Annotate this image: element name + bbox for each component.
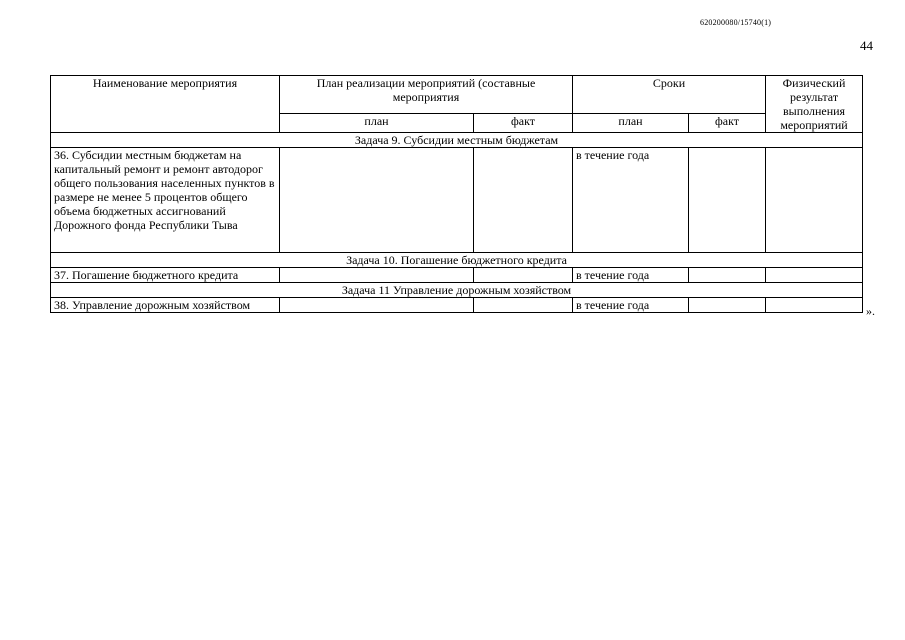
table-row (51, 298, 863, 313)
cell-plan-plan (280, 298, 474, 313)
document-code: 620200080/15740(1) (700, 18, 772, 27)
section-title: Задача 10. Погашение бюджетного кредита (51, 253, 863, 268)
section-title: Задача 9. Субсидии местным бюджетам (51, 133, 863, 148)
section-row (51, 283, 863, 298)
cell-terms-plan: в течение года (573, 268, 689, 283)
header-terms-plan: план (573, 113, 689, 132)
cell-plan-fact (474, 268, 573, 283)
cell-result (766, 298, 863, 313)
cell-plan-fact (474, 148, 573, 253)
cell-terms-fact (689, 298, 766, 313)
header-terms-group: Сроки (573, 76, 766, 114)
section-row (51, 253, 863, 268)
cell-terms-plan: в течение года (573, 298, 689, 313)
cell-plan-fact (474, 298, 573, 313)
table-row (51, 268, 863, 283)
header-plan-plan: план (280, 113, 474, 132)
header-result: Физический результат выполнения мероприятий (766, 76, 863, 133)
header-plan-fact: факт (474, 113, 573, 132)
cell-terms-fact (689, 268, 766, 283)
cell-terms-plan: в течение года (573, 148, 689, 253)
section-title: Задача 11 Управление дорожным хозяйством (51, 283, 863, 298)
cell-terms-fact (689, 148, 766, 253)
header-terms-fact: факт (689, 113, 766, 132)
cell-plan-plan (280, 148, 474, 253)
closing-quote-mark: ». (866, 304, 875, 318)
cell-name: 36. Субсидии местным бюджетам на капитальный ремонт и ремонт автодорог общего пользования населенных пунктов в размере не менее 5 процентов общего объема бюджетных ассигнований Дорожного фонда Республики Тыва (51, 148, 280, 253)
header-name: Наименование мероприятия (51, 76, 280, 133)
table-row (51, 148, 863, 253)
header-row-1 (51, 76, 863, 114)
page-number: 44 (860, 38, 873, 53)
action-plan-table (50, 75, 863, 313)
cell-name: 38. Управление дорожным хозяйством (51, 298, 280, 313)
header-plan-group: План реализации мероприятий (составные мероприятия (280, 76, 573, 114)
section-row (51, 133, 863, 148)
cell-name: 37. Погашение бюджетного кредита (51, 268, 280, 283)
cell-plan-plan (280, 268, 474, 283)
cell-result (766, 148, 863, 253)
cell-result (766, 268, 863, 283)
